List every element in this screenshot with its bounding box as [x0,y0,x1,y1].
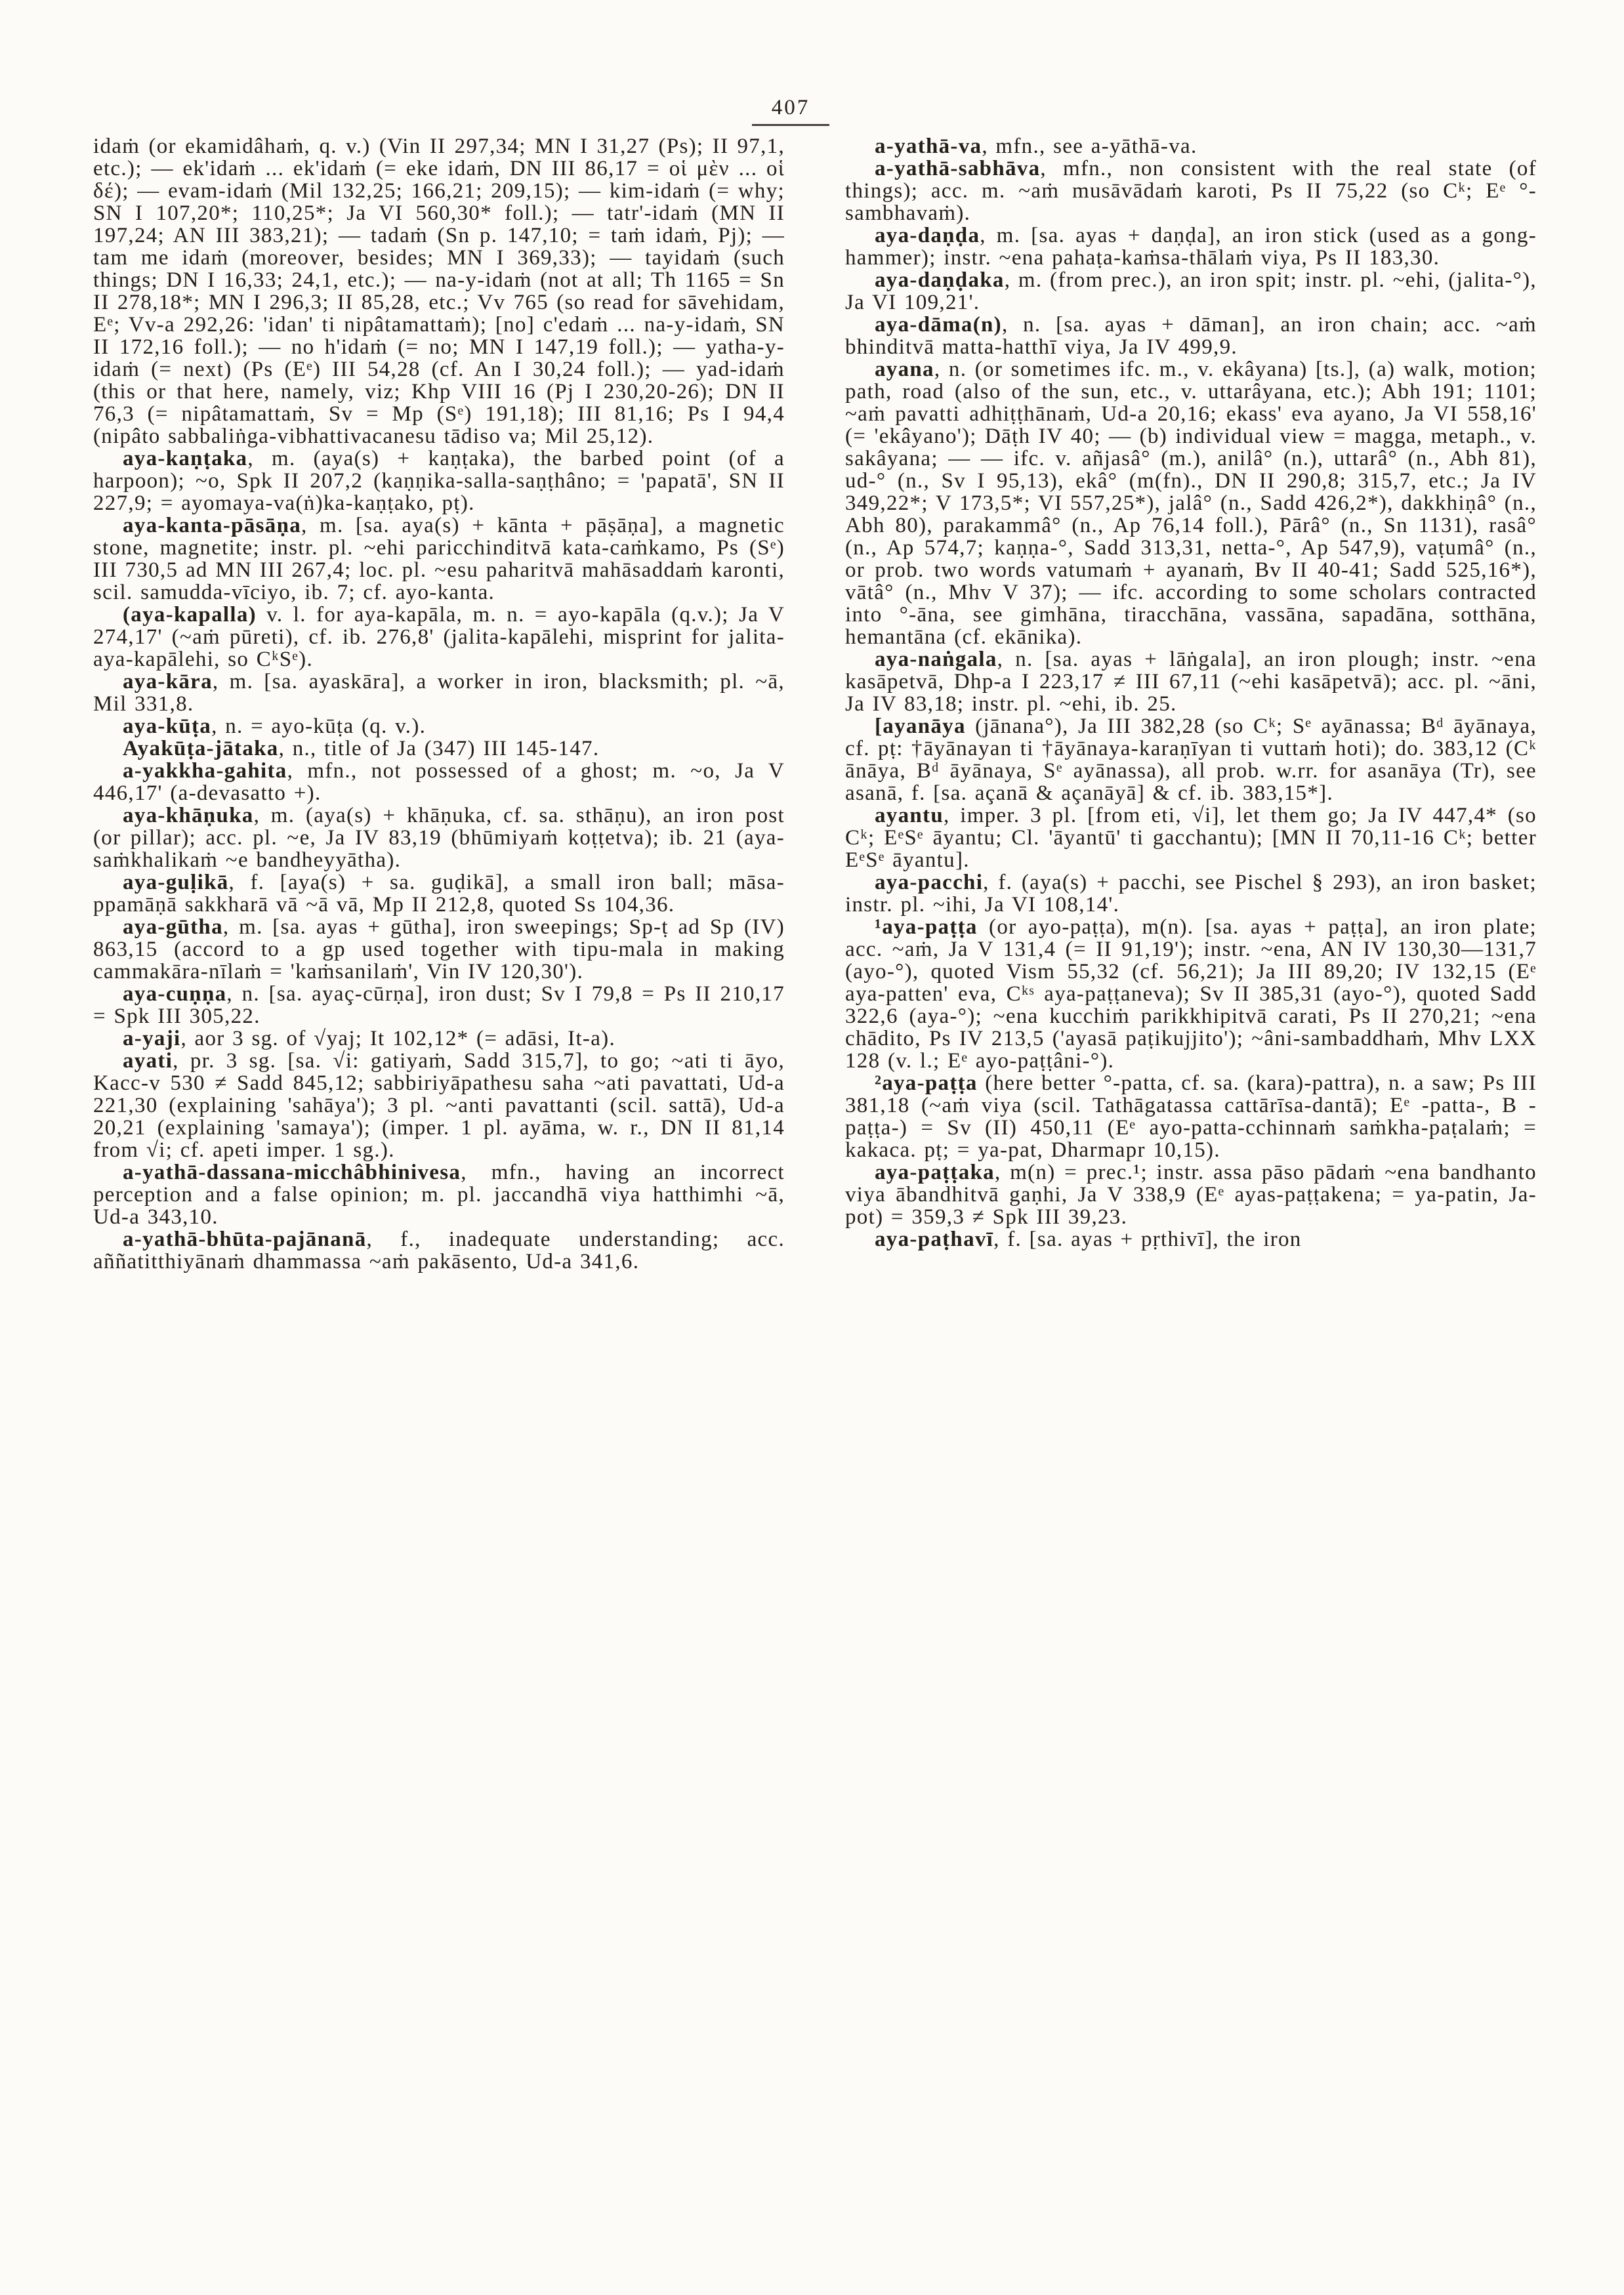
entry-body-text: (jānana°), Ja III 382,28 (so Cᵏ; Sᵉ ayānassa; Bᵈ āyānaya, cf. pṭ: †āyānayan ti †āyānaya-karaṇīyan ti vuttaṁ hoti); do. 383,12 (Cᵏ ānāya, Bᵈ āyānaya, Sᵉ ayānassa), all prob. w.rr. for asanāya (Tr), see asanā, f. [sa. açanā & açanāyā] & cf. ib. 383,15*]. [845,714,1537,805]
text-columns [93,135,1537,1273]
entry-headword: a-yaji [123,1027,181,1050]
entry-headword: aya-kāra [123,670,213,693]
entry-headword: aya-kanta-pāsāṇa [123,514,302,537]
entry-headword: a-yathā-dassana-micchâbhinivesa [123,1161,461,1184]
entry-headword: ayati [123,1049,173,1073]
entry-headword: [ayanāya [875,714,966,738]
entry-headword: a-yathā-va [875,134,982,158]
entry-headword: a-yathā-bhūta-pajānanā [123,1228,367,1251]
dictionary-entry [93,760,785,804]
entry-headword: aya-guḷikā [123,871,229,894]
entry-body-text: , n. [sa. ayas + lāṅgala], an iron plough; instr. ~ena kasāpetvā, Dhp-a I 223,17 ≠ III 67,11 (~ehi kasāpetvā); acc. pl. ~āni, Ja IV 83,18; instr. pl. ~ehi, ib. 25. [845,648,1537,716]
page-number: 407 [752,96,830,126]
dictionary-entry [93,715,785,737]
entry-body-text: , m. [sa. ayaskāra], a worker in iron, blacksmith; pl. ~ā, Mil 331,8. [93,670,785,716]
entry-headword: (aya-kapalla) [123,603,257,627]
dictionary-entry [93,514,785,604]
entry-body-text: , m. (aya(s) + kaṇṭaka), the barbed point (of a harpoon); ~o, Spk II 207,2 (kaṇṇika-salla-saṇṭhâno; = 'papatā', SN II 227,9; = ayomaya-va(ṅ)ka-kaṇṭako, pṭ). [93,447,785,515]
dictionary-entry [93,1050,785,1161]
entry-headword: aya-naṅgala [875,648,997,671]
dictionary-entry [93,1027,785,1050]
dictionary-entry [845,871,1537,916]
continuation-paragraph [93,135,785,447]
entry-headword: aya-daṇḍa [875,224,980,247]
right-column [845,135,1537,1273]
entry-headword: ²aya-paṭṭa [875,1071,978,1095]
entry-headword: ¹aya-paṭṭa [875,915,978,939]
entry-body-text: , f., inadequate understanding; acc. aññatitthiyānaṁ dhammassa ~aṁ pakāsento, Ud-a 341,6. [93,1228,785,1273]
dictionary-entry [93,1228,785,1273]
entry-headword: ayantu [875,804,944,827]
entry-body-text: , m. (aya(s) + khāṇuka, cf. sa. sthāṇu), an iron post (or pillar); acc. pl. ~e, Ja IV 83,19 (bhūmiyaṁ koṭṭetva); ib. 21 (aya-saṁkhalikaṁ ~e bandheyyātha). [93,804,785,872]
entry-body-text: idaṁ (or ekamidâhaṁ, q. v.) (Vin II 297,34; MN I 31,27 (Ps); II 97,1, etc.); — ek'idaṁ ... ek'idaṁ (= eke idaṁ, DN III 86,17 = οἱ μὲν ... οἱ δέ); — evam-idaṁ (Mil 132,25; 166,21; 209,15); — kim-idaṁ (= why; SN I 107,20*; 110,25*; Ja VI 560,30* foll.); — tatr'-idaṁ (MN II 197,24; AN III 383,21); — tadaṁ (Sn p. 147,10; = taṁ idaṁ, Pj); — tam me idaṁ (moreover, besides; MN I 369,33); — tayidaṁ (such things; DN I 16,33; 24,1, etc.); — na-y-idaṁ (not at all; Th 1165 = Sn II 278,18*; MN I 296,3; II 85,28, etc.; Vv 765 (so read for sāvehidam, Eᵉ; Vv-a 292,26: 'idan' ti nipâtamattaṁ); [no] c'edaṁ ... na-y-idaṁ, SN II 172,16 foll.); — no h'idaṁ (= no; MN I 147,19 foll.); — yatha-y-idaṁ (= next) (Ps (Eᵉ) III 54,28 (cf. An I 30,24 foll.); — yad-idaṁ (this or that here, namely, viz; Khp VIII 16 (Pj I 230,20-26); DN II 76,3 (= nipâtamattaṁ, Sv = Mp (Sᵉ) 191,18); III 81,16; Ps I 94,4 (nipâto sabbaliṅga-vibhattivacanesu tādiso va; Mil 25,12). [93,134,785,448]
dictionary-entry [93,671,785,715]
entry-body-text: , imper. 3 pl. [from eti, √i], let them go; Ja IV 447,4* (so Cᵏ; EᵉSᵉ āyantu; Cl. 'āyantū' ti gacchantu); [MN II 70,11-16 Cᵏ; better EᵉSᵉ āyantu]. [845,804,1537,872]
entry-headword: aya-paṭhavī [875,1228,994,1251]
entry-body-text: , mfn., see a-yāthā-va. [982,134,1197,158]
entry-headword: aya-gūtha [123,915,223,939]
dictionary-entry [845,648,1537,715]
entry-body-text: , f. [aya(s) + sa. guḍikā], a small iron ball; māsa-ppamāṇā sakkharā vā ~ā vā, Mp II 212,8, quoted Ss 104,36. [93,871,785,917]
left-column [93,135,785,1273]
entry-body-text: , pr. 3 sg. [sa. √i: gatiyaṁ, Sadd 315,7], to go; ~ati ti āyo, Kacc-v 530 ≠ Sadd 845,12; sabbiriyāpathesu saha ~ati pavattati, Ud-a 221,30 (explaining 'sahāya'); 3 pl. ~anti pavattanti (scil. sattā), Ud-a 20,21 (explaining 'samaya'); (imper. 1 pl. ayāma, w. r., DN II 81,14 from √i; cf. apeti imper. 1 sg.). [93,1049,785,1162]
entry-headword: aya-dāma(n) [875,313,1002,337]
dictionary-entry [845,224,1537,269]
dictionary-entry [93,447,785,514]
dictionary-entry [93,1161,785,1228]
entry-body-text: , mfn., non consistent with the real state (of things); acc. m. ~aṁ musāvādaṁ karoti, Ps II 75,22 (so Cᵏ; Eᵉ °-sambhavaṁ). [845,157,1537,225]
dictionary-entry [93,604,785,671]
entry-body-text: , f. (aya(s) + pacchi, see Pischel § 293), an iron basket; instr. pl. ~ihi, Ja VI 108,14'. [845,871,1537,917]
entry-body-text: , n., title of Ja (347) III 145-147. [278,737,600,760]
dictionary-entry [845,1072,1537,1161]
entry-body-text: , n. [sa. ayaç-cūrṇa], iron dust; Sv I 79,8 = Ps II 210,17 = Spk III 305,22. [93,982,785,1028]
dictionary-entry [93,737,785,760]
entry-headword: Ayakūṭa-jātaka [123,737,279,760]
entry-body-text: , m. [sa. ayas + daṇḍa], an iron stick (used as a gong-hammer); instr. ~ena pahaṭa-kaṁsa-thālaṁ viya, Ps II 183,30. [845,224,1537,270]
entry-body-text: , aor 3 sg. of √yaj; It 102,12* (= adāsi, It-a). [180,1027,616,1050]
entry-headword: aya-khāṇuka [123,804,254,827]
entry-body-text: , m. (from prec.), an iron spit; instr. pl. ~ehi, (jalita-°), Ja VI 109,21'. [845,268,1537,314]
entry-headword: aya-pacchi [875,871,984,894]
page-header [0,96,1581,126]
entry-headword: aya-kaṇṭaka [123,447,248,470]
dictionary-entry [845,916,1537,1072]
entry-body-text: v. l. for aya-kapāla, m. n. = ayo-kapāla (q.v.); Ja V 274,17' (~aṁ pūreti), cf. ib. 276,8' (jalita-kapālehi, misprint for jalita-aya-kapālehi, so CᵏSᵉ). [93,603,785,671]
entry-body-text: , m. [sa. ayas + gūtha], iron sweepings; Sp-ṭ ad Sp (IV) 863,15 (accord to a gp used together with tipu-mala in making cammakāra-nīlaṁ = 'kaṁsanilaṁ', Vin IV 120,30'). [93,915,785,983]
dictionary-entry [845,1228,1537,1251]
entry-headword: aya-kūṭa [123,714,212,738]
entry-body-text: , n. [sa. ayas + dāman], an iron chain; acc. ~aṁ bhinditvā matta-hatthī viya, Ja IV 499,9. [845,313,1537,359]
entry-body-text: , mfn., not possessed of a ghost; m. ~o, Ja V 446,17' (a-devasatto +). [93,759,785,805]
entry-headword: aya-cuṇṇa [123,982,227,1006]
dictionary-entry [845,135,1537,157]
dictionary-entry [93,804,785,871]
dictionary-entry [93,871,785,916]
dictionary-entry [845,314,1537,358]
entry-body-text: , m(n) = prec.¹; instr. assa pāso pādaṁ ~ena bandhanto viya ābandhitvā gaṇhi, Ja V 338,9 (Eᵉ ayas-paṭṭakena; = ya-patin, Ja-pot) = 359,3 ≠ Spk III 39,23. [845,1161,1537,1229]
dictionary-entry [845,804,1537,871]
entry-headword: a-yathā-sabhāva [875,157,1041,180]
dictionary-entry [845,269,1537,314]
entry-body-text: , m. [sa. aya(s) + kānta + pāṣāṇa], a magnetic stone, magnetite; instr. pl. ~ehi paricchinditvā kata-caṁkamo, Ps (Sᵉ) III 730,5 ad MN III 267,4; loc. pl. ~esu paharitvā mahāsaddaṁ karonti, scil. samudda-vīciyo, ib. 7; cf. ayo-kanta. [93,514,785,604]
dictionary-entry [93,916,785,983]
entry-body-text: , mfn., having an incorrect perception and a false opinion; m. pl. jaccandhā viya hatthimhi ~ā, Ud-a 343,10. [93,1161,785,1229]
dictionary-entry [93,983,785,1027]
entry-headword: a-yakkha-gahita [123,759,287,783]
entry-headword: ayana [875,358,934,381]
entry-body-text: , f. [sa. ayas + pṛthivī], the iron [993,1228,1302,1251]
dictionary-entry [845,157,1537,224]
entry-body-text: (or ayo-paṭṭa), m(n). [sa. ayas + paṭṭa], an iron plate; acc. ~aṁ, Ja V 131,4 (= II 91,19'); instr. ~ena, AN IV 130,30—131,7 (ayo-°), quoted Vism 55,32 (cf. 56,21); Ja III 89,20; IV 132,15 (Eᵉ aya-patten' eva, Cᵏˢ aya-paṭṭaneva); Sv II 385,31 (ayo-°), quoted Sadd 322,6 (aya-°); ~ena kucchiṁ parikkhipitvā carati, Ps II 270,21; ~ena chādito, Ps IV 213,5 ('ayasā paṭikujjito'); ~âni-sambaddhaṁ, Mhv LXX 128 (v. l.; Eᵉ ayo-paṭṭâni-°). [845,915,1537,1073]
dictionary-entry [845,715,1537,804]
entry-body-text: (here better °-patta, cf. sa. (kara)-pattra), n. a saw; Ps III 381,18 (~aṁ viya (scil. Tathāgatassa cattārīsa-dantā); Eᵉ -patta-, B -paṭṭa-) = Sv (II) 450,11 (Eᵉ ayo-patta-cchinnaṁ saṁkha-paṭalaṁ; = kakaca. pṭ; = ya-pat, Dharmapr 10,15). [845,1071,1537,1162]
dictionary-entry [845,358,1537,648]
entry-headword: aya-daṇḍaka [875,268,1005,292]
dictionary-entry [845,1161,1537,1228]
entry-body-text: , n. = ayo-kūṭa (q. v.). [211,714,427,738]
entry-headword: aya-paṭṭaka [875,1161,995,1184]
entry-body-text: , n. (or sometimes ifc. m., v. ekâyana) [ts.], (a) walk, motion; path, road (also of the sun, etc., v. uttarâyana, etc.); Abh 191; 1101; ~aṁ pavatti adhiṭṭhānaṁ, Ud-a 20,16; ekass' eva ayano, Ja VI 558,16' (= 'ekâyano'); Dāṭh IV 40; — (b) individual view = magga, metaph., v. sakâyana; — — ifc. v. añjasâ° (m.), anilâ° (n.), uttarâ° (n., Abh 81), ud-° (n., Sv I 95,13), ekâ° (m(fn)., DN II 290,8; 315,7, etc.; Ja IV 349,22*; V 173,5*; VI 557,25*), jalâ° (n., Sadd 426,2*), dakkhiṇâ° (n., Abh 80), parakammâ° (n., Ap 76,14 foll.), Pārâ° (n., Sn 1131), rasâ° (n., Ap 574,7; kaṇṇa-°, Sadd 313,31, netta-°, Ap 547,9), vaṭumâ° (n., or prob. two words vatumaṁ + ayanaṁ, Bv II 40-41; Sadd 525,16*), vātâ° (n., Mhv V 37); — ifc. according to some scholars contracted into °-āna, see gimhāna, tiracchāna, vassāna, sapadāna, sotthāna, hemantāna (cf. ekānika). [845,358,1537,649]
